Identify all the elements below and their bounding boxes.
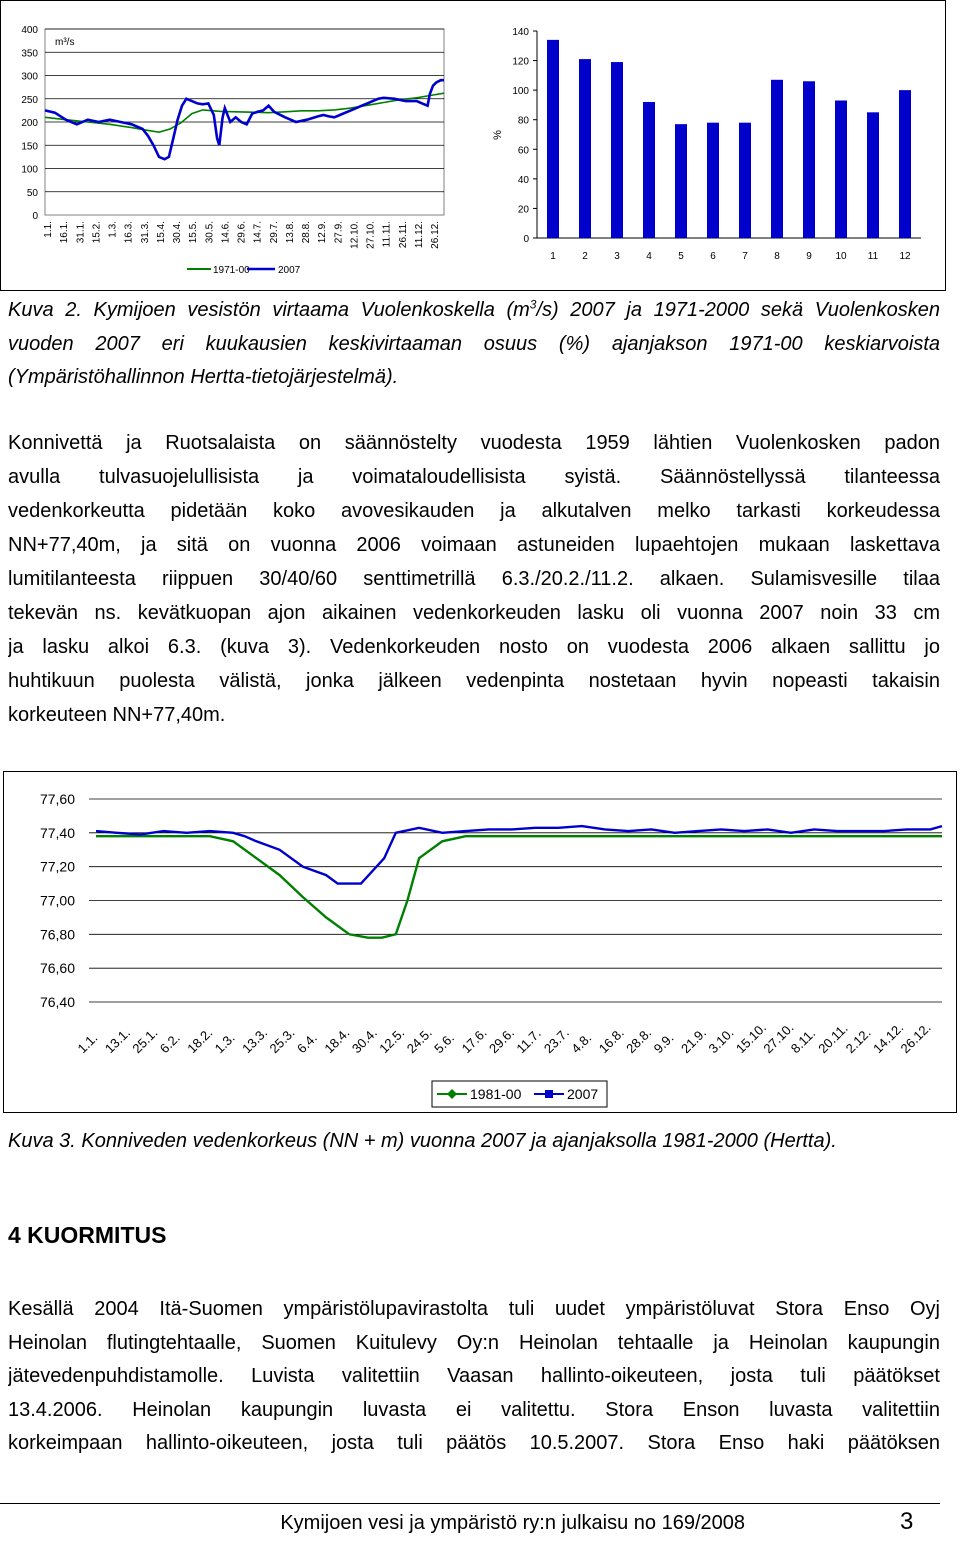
x-tick-label: 1 — [550, 251, 556, 262]
x-tick-label: 27.9. — [333, 221, 345, 244]
x-tick-label: 1.3. — [107, 221, 119, 238]
y-tick-label: 150 — [21, 141, 38, 153]
x-tick-label: 23.7. — [540, 1025, 572, 1057]
y-tick-label: 20 — [517, 204, 529, 216]
x-tick-label: 14.7. — [252, 221, 264, 244]
x-tick-label: 15.4. — [155, 221, 167, 244]
series-1981-00-line — [96, 836, 942, 938]
x-tick-label: 14.12. — [870, 1019, 907, 1057]
bar — [835, 100, 847, 238]
x-tick-label: 16.1. — [59, 221, 71, 244]
x-tick-label: 30.5. — [204, 221, 216, 244]
y-tick-label: 300 — [21, 71, 38, 83]
x-tick-label: 6.4. — [293, 1030, 320, 1057]
footer-text: Kymijoen vesi ja ympäristö ry:n julkaisu no 169/2008 — [280, 1512, 745, 1534]
y-tick-label: 250 — [21, 94, 38, 106]
x-tick-label: 4 — [646, 251, 652, 262]
x-tick-label: 6.2. — [156, 1030, 183, 1057]
figure-2-frame — [0, 0, 946, 291]
bar — [675, 124, 687, 238]
x-tick-label: 28.8. — [301, 221, 312, 244]
figure-3-frame — [3, 771, 957, 1113]
y-tick-label: 200 — [21, 118, 38, 129]
x-tick-label: 27.10. — [760, 1019, 797, 1057]
y-tick-label: 76,60 — [39, 960, 75, 977]
section-heading: 4 KUORMITUS — [8, 1222, 167, 1248]
x-tick-label: 27.10. — [365, 221, 377, 249]
x-tick-label: 13.8. — [284, 221, 296, 244]
bar — [707, 123, 719, 238]
y-tick-label: 0 — [523, 234, 529, 245]
x-tick-label: 1.1. — [74, 1030, 101, 1057]
x-tick-label: 11 — [867, 251, 879, 262]
x-tick-label: 31.1. — [75, 221, 87, 244]
x-tick-label: 13.1. — [101, 1025, 134, 1057]
series-2007-line — [96, 826, 942, 884]
x-tick-label: 31.3. — [139, 221, 151, 244]
regulation-paragraph: Konnivettä ja Ruotsalaista on säännöstelty vuodesta 1959 lähtien Vuolenkosken padon avulla tulvasuojelullisista ja voimataloudellisista syistä. Säännöstellyssä tilanteessa vedenkorkeutta pidetään koko avovesikauden ja alkutalven melko tarkasti korkeudessa NN+77,40m, ja sitä on vuonna 2006 voimaan astuneiden lupaehtojen mukaan laskettava lumitilanteesta riippuen 30/40/60 senttimetrillä 6.3./20.2./11.2. alkaen. Sulamisvesille tilaa tekevän ns. kevätkuopan ajon aikainen vedenkorkeuden lasku oli vuonna 2007 noin 33 cm ja lasku alkoi 6.3. (kuva 3). Vedenkorkeuden nosto on vuodesta 2006 alkaen sallittu jo huhtikuun puolesta välistä, jonka jälkeen vedenpinta nostetaan hyvin nopeasti takaisin korkeuteen NN+77,40m. — [8, 432, 940, 726]
x-tick-label: 20.11. — [815, 1020, 851, 1057]
x-tick-label: 26.12. — [897, 1019, 934, 1057]
legend-label: 2007 — [278, 265, 301, 276]
x-tick-label: 6 — [710, 251, 716, 262]
x-tick-label: 29.6. — [486, 1025, 518, 1057]
y-tick-label: 100 — [512, 86, 529, 98]
x-tick-label: 17.6. — [458, 1025, 490, 1057]
page-number: 3 — [900, 1508, 914, 1535]
x-tick-label: 18.4. — [321, 1025, 353, 1057]
x-tick-label: 1.3. — [211, 1030, 238, 1057]
x-tick-label: 4.8. — [568, 1030, 595, 1057]
footer-rule — [0, 1503, 940, 1504]
figure-2-caption: Kuva 2. Kymijoen vesistön virtaama Vuolenkoskella $(m^3/s)$ 2007 ja 1971-2000 sekä Vuolenkosken vuoden 2007 eri kuukausien keskivirtaaman osuus (%) ajanjakson 1971-00 keskiarvoista (Ympäristöhallinnon Hertta-tietojärjestelmä). — [8, 297, 940, 388]
figure-3-caption: Kuva 3. Konniveden vedenkorkeus (NN + m) vuonna 2007 ja ajanjaksolla 1981-2000 (Hertta). — [8, 1130, 837, 1152]
y-tick-label: 77,00 — [39, 892, 75, 909]
y-tick-label: 77,40 — [39, 824, 75, 841]
x-tick-label: 15.5. — [188, 221, 200, 244]
y-tick-label: 0 — [32, 211, 38, 222]
bar — [579, 59, 591, 238]
y-unit-label: m³/s — [55, 37, 75, 48]
x-tick-label: 15.2. — [91, 221, 103, 244]
bar — [643, 102, 655, 238]
bar — [867, 112, 879, 238]
x-tick-label: 13.3. — [239, 1025, 271, 1057]
x-tick-label: 1.1. — [43, 221, 54, 238]
x-tick-label: 12.10. — [349, 221, 361, 249]
y-tick-label: 140 — [512, 27, 529, 38]
y-tick-label: 40 — [517, 174, 529, 186]
x-tick-label: 12 — [899, 251, 911, 262]
x-tick-label: 11.11. — [381, 221, 393, 248]
x-tick-label: 9.9. — [650, 1030, 677, 1057]
y-tick-label: 50 — [26, 187, 38, 199]
x-tick-label: 11.7. — [513, 1025, 544, 1057]
bar — [547, 40, 559, 238]
x-tick-label: 9 — [806, 251, 812, 262]
y-tick-label: 76,80 — [39, 926, 75, 943]
y-tick-label: 100 — [21, 164, 38, 176]
x-tick-label: 8.11. — [787, 1025, 819, 1057]
x-tick-label: 25.3. — [266, 1025, 298, 1057]
water-level-line-chart — [4, 772, 956, 1112]
x-tick-label: 5.6. — [431, 1030, 458, 1057]
bar — [611, 62, 623, 238]
legend-label: 2007 — [567, 1086, 599, 1102]
x-tick-label: 24.5. — [403, 1025, 435, 1057]
x-tick-label: 21.9. — [678, 1025, 710, 1057]
x-tick-label: 26.11. — [397, 221, 409, 249]
bar — [771, 80, 783, 238]
bar — [899, 90, 911, 238]
x-tick-label: 10 — [835, 251, 847, 262]
legend-label: 1971-00 — [213, 265, 250, 276]
monthly-percent-bar-chart — [471, 1, 941, 290]
x-tick-label: 2 — [582, 251, 588, 262]
x-tick-label: 18.2. — [184, 1025, 216, 1057]
y-tick-label: 77,20 — [39, 858, 75, 875]
x-tick-label: 7 — [742, 251, 748, 262]
x-tick-label: 12.9. — [317, 221, 329, 244]
x-tick-label: 15.10. — [732, 1019, 770, 1057]
x-tick-label: 25.1. — [129, 1025, 161, 1057]
x-tick-label: 30.4. — [172, 221, 183, 244]
bar — [739, 123, 751, 238]
y-tick-label: 80 — [517, 115, 529, 127]
x-tick-label: 3.10. — [705, 1025, 737, 1057]
x-tick-label: 29.6. — [236, 221, 248, 244]
x-tick-label: 26.12. — [430, 221, 441, 249]
x-tick-label: 3 — [614, 251, 620, 262]
x-tick-label: 28.8. — [623, 1025, 655, 1057]
x-tick-label: 12.5. — [376, 1025, 408, 1057]
x-tick-label: 16.8. — [595, 1025, 627, 1057]
section-paragraph: Kesällä 2004 Itä-Suomen ympäristölupavirastolta tuli uudet ympäristöluvat Stora Enso Oyj Heinolan flutingtehtaalle, Suomen Kuitulevy Oy:n Heinolan tehtaalle ja Heinolan kaupungin jätevedenpuhdistamolle. Luvista valitettiin Vaasan hallinto-oikeuteen, josta tuli päätökset 13.4.2006. Heinolan kaupungin luvasta ei valitettu. Stora Enson luvasta valitettiin korkeimpaan hallinto-oikeuteen, josta tuli päätös 10.5.2007. Stora Enso haki päätöksen — [8, 1298, 940, 1454]
flow-line-chart — [1, 1, 471, 290]
x-tick-label: 8 — [774, 251, 780, 262]
x-tick-label: 16.3. — [123, 221, 135, 244]
bar — [803, 81, 815, 238]
x-tick-label: 29.7. — [268, 221, 280, 244]
x-tick-label: 11.12. — [413, 221, 425, 249]
x-tick-label: 14.6. — [220, 221, 232, 244]
x-tick-label: 30.4. — [348, 1025, 380, 1057]
y-tick-label: 76,40 — [39, 994, 75, 1010]
legend-label: 1981-00 — [470, 1086, 522, 1102]
y-tick-label: 60 — [517, 145, 529, 157]
y-tick-label: 77,60 — [39, 791, 75, 807]
x-tick-label: 2.12. — [842, 1025, 874, 1057]
y-axis-label: % — [492, 130, 504, 140]
y-tick-label: 350 — [21, 48, 38, 60]
y-tick-label: 400 — [21, 25, 38, 36]
y-tick-label: 120 — [512, 56, 529, 68]
legend-marker-2007 — [545, 1090, 553, 1098]
x-tick-label: 5 — [678, 251, 684, 262]
